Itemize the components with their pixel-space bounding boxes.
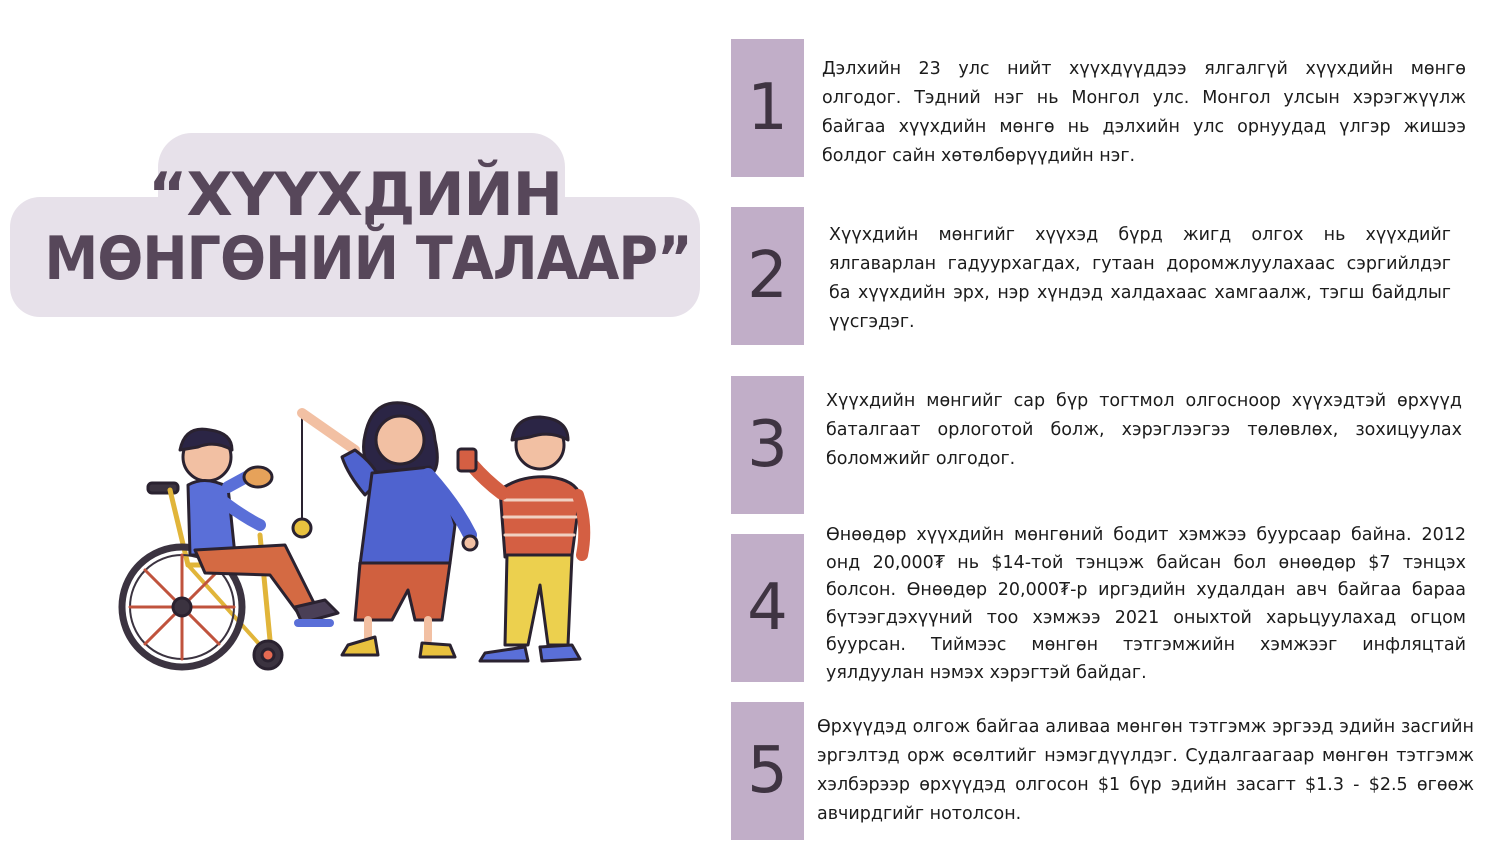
item-text-5: Өрхүүдэд олгож байгаа аливаа мөнгөн тэтгэмж эргээд эдийн засгийн эргэлтэд орж өсөлтийг нэмэгдүүлдэг. Судалгаагаар мөнгөн тэтгэмж хэлбэрээр өрхүүдэд олгосон $1 бүр эдийн засагт $1.3 - $2.5 өгөөж авчирдгийг нотолсон.	[817, 717, 1474, 824]
boy-in-wheelchair	[180, 429, 338, 623]
number-box-1	[731, 39, 804, 177]
item-text-2: Хүүхдийн мөнгийг хүүхэд бүрд жигд олгох нь хүүхдийг ялгаварлан гадуурхагдах, гутаан доромжлуулахаас сэргийлдэг ба хүүхдийн эрх, нэр хүндэд халдахаас хамгаалж, тэгш байдлыг үүсгэдэг.	[829, 225, 1451, 332]
item-number: 5	[747, 734, 788, 808]
page-title	[10, 160, 700, 294]
children-illustration	[110, 395, 630, 685]
title-banner	[10, 133, 700, 318]
item-number: 1	[747, 71, 788, 145]
item-text-4: Өнөөдөр хүүхдийн мөнгөний бодит хэмжээ буурсаар байна. 2012 онд 20,000₮ нь $14-той тэнцэж байсан бол өнөөдөр $7 тэнцэх болсон. Өнөөдөр 20,000₮-р иргэдийн худалдан авч байгаа бараа бүтээгдэхүүний тоо хэмжээ 2021 оныхтой харьцуулахад огцом буурсан. Тиймээс мөнгөн тэтгэмжийн хэмжээг инфляцтай уялдуулан нэмэх хэрэгтэй байдаг.	[826, 525, 1466, 683]
item-text-1: Дэлхийн 23 улс нийт хүүхдүүддээ ялгалгүй хүүхдийн мөнгө олгодог. Тэдний нэг нь Монгол улс. Монгол улсын хэрэгжүүлж байгаа хүүхдийн мөнгө нь дэлхийн улс орнуудад үлгэр жишээ болдог сайн хөтөлбөрүүдийн нэг.	[822, 59, 1466, 166]
page-title-line1: “ХҮҮХДИЙН	[148, 160, 562, 230]
item-number: 3	[747, 408, 788, 482]
item-number: 4	[747, 571, 788, 645]
number-box-3	[731, 376, 804, 514]
number-box-4	[731, 534, 804, 682]
number-box-5	[731, 702, 804, 840]
item-text-3: Хүүхдийн мөнгийг сар бүр тогтмол олгосноор хүүхэдтэй өрхүүд баталгаат орлоготой болж, хэрэглээгээ төлөвлөх, зохицуулах боломжийг олгодог.	[826, 391, 1462, 469]
page-title-line2: МӨНГӨНИЙ ТАЛААР”	[44, 224, 692, 294]
number-box-2	[731, 207, 804, 345]
item-number: 2	[747, 239, 788, 313]
